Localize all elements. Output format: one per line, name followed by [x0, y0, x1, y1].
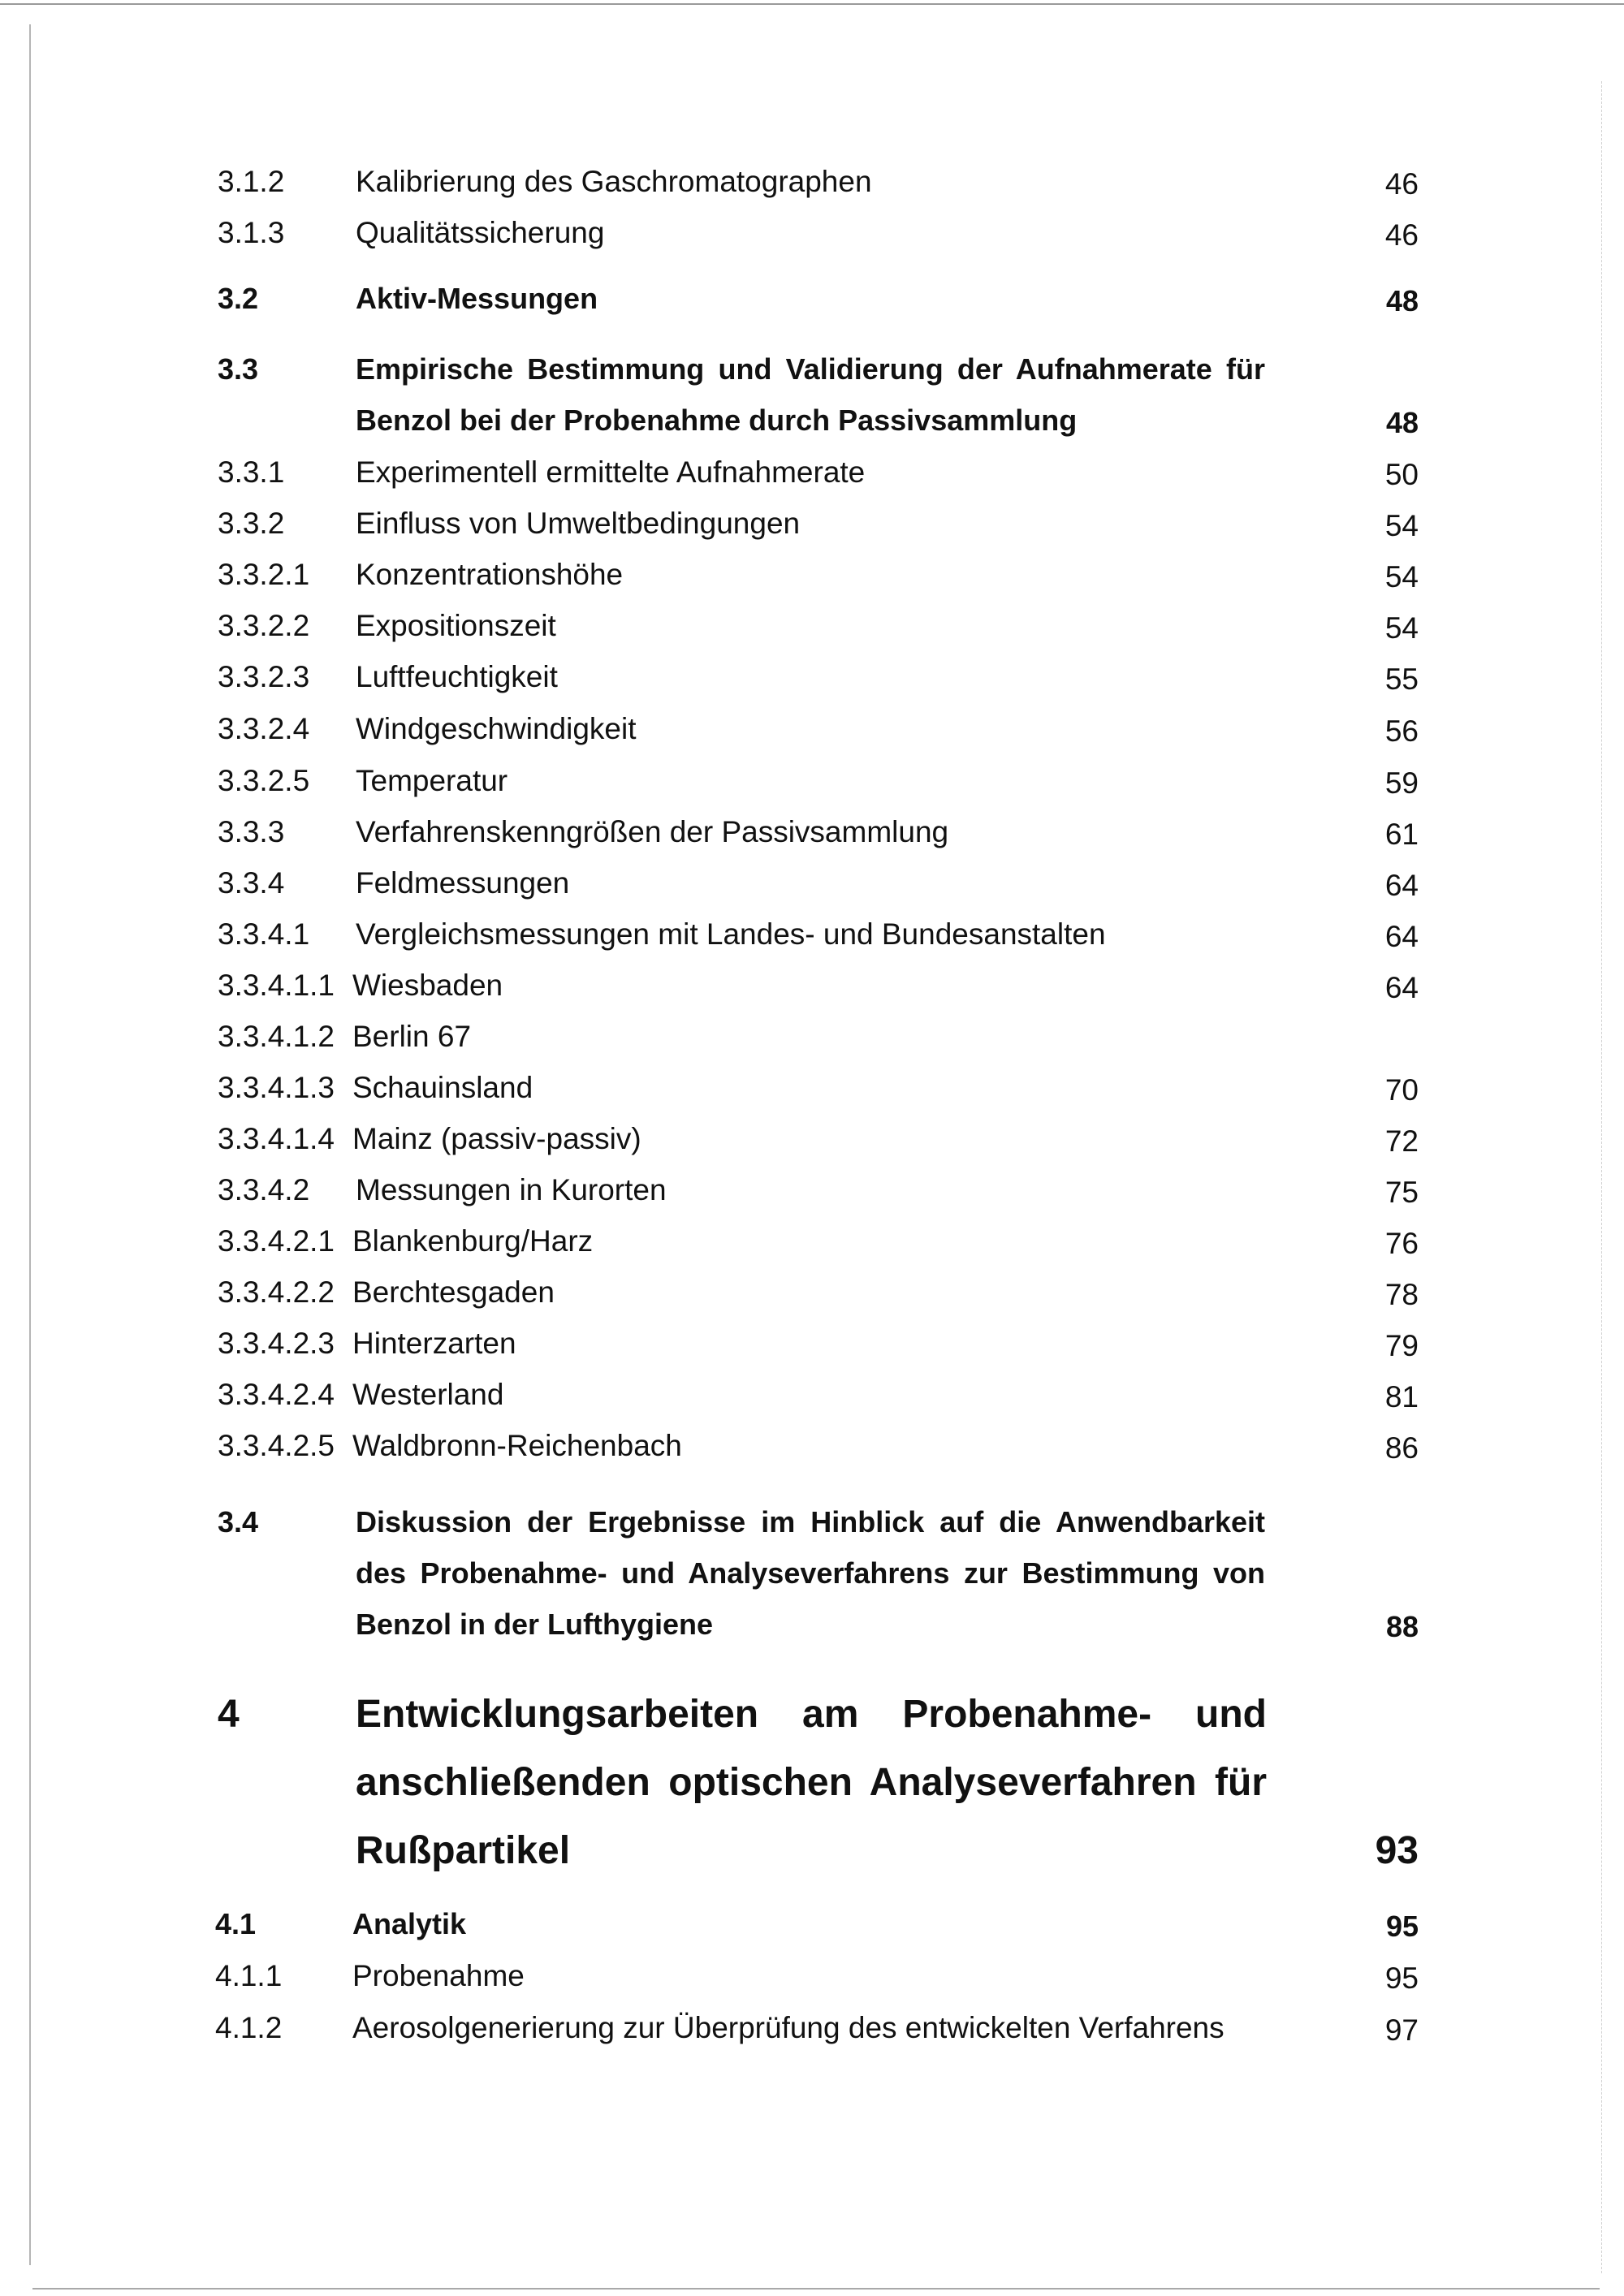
- toc-entry-number: 3.3.4.1.1: [218, 969, 335, 1002]
- toc-entry-title: Waldbronn-Reichenbach: [352, 1429, 682, 1462]
- toc-entry-title: Westerland: [352, 1378, 504, 1411]
- toc-chapter-title: Entwicklungsarbeiten am Probenahme- und anschließenden optischen Analyseverfahren für Rußpartikel: [356, 1693, 1267, 1872]
- toc-entry-page: 64: [1384, 869, 1419, 902]
- toc-entry-title: Berlin 67: [352, 1020, 472, 1053]
- toc-entry-number: 3.3.4.1: [218, 917, 310, 951]
- toc-entry-number: 3.3.2.5: [218, 764, 310, 797]
- toc-entry-page: 46: [1384, 167, 1419, 201]
- toc-entry-number: 3.3.4.1.3: [218, 1071, 335, 1104]
- toc-entry-number: 4.1: [215, 1907, 257, 1940]
- toc-entry-number: 3.1.2: [218, 165, 285, 198]
- toc-entry-title: Blankenburg/Harz: [352, 1224, 594, 1258]
- toc-entry-number: 3.3.2.4: [218, 712, 310, 745]
- toc-entry-number: 3.3.4.2.2: [218, 1275, 335, 1309]
- toc-entry-title: Temperatur: [356, 764, 508, 797]
- toc-entry-number: 3.3.4.2: [218, 1173, 310, 1206]
- toc-entry-page: 97: [1384, 2013, 1419, 2047]
- toc-entry-number: 3.3.4.1.4: [218, 1122, 335, 1155]
- toc-entry-title: Diskussion der Ergebnisse im Hinblick auf die Anwendbarkeit des Probenahme- und Analyseverfahrens zur Bestimmung von Benzol in der Lufthygiene: [356, 1505, 1265, 1641]
- toc-entry-page: 54: [1384, 509, 1419, 542]
- toc-entry-number: 3.3.3: [218, 815, 285, 848]
- toc-entry-title: Messungen in Kurorten: [356, 1173, 667, 1206]
- toc-entry-title: Vergleichsmessungen mit Landes- und Bundesanstalten: [356, 917, 1106, 951]
- toc-entry-number: 3.3.4: [218, 866, 285, 900]
- toc-entry-number: 3.3.4.2.1: [218, 1224, 335, 1258]
- toc-entry-page: 70: [1384, 1073, 1419, 1107]
- toc-entry-page: 78: [1384, 1278, 1419, 1311]
- toc-entry-title: Feldmessungen: [356, 866, 570, 900]
- toc-entry-page: 88: [1385, 1610, 1419, 1643]
- toc-entry-title: Mainz (passiv-passiv): [352, 1122, 641, 1155]
- toc-entry-number: 3.3.2: [218, 507, 285, 540]
- toc-entry-number: 4.1.1: [215, 1959, 283, 1992]
- toc-entry-page: 75: [1384, 1176, 1419, 1209]
- toc-entry-number: 3.2: [218, 282, 259, 315]
- toc-entry-page: 72: [1384, 1124, 1419, 1158]
- toc-entry-title: Experimentell ermittelte Aufnahmerate: [356, 455, 866, 489]
- toc-entry-page: 50: [1384, 458, 1419, 491]
- toc-entry-title: Schauinsland: [352, 1071, 533, 1104]
- toc-entry-number: 3.3.2.2: [218, 609, 310, 642]
- toc-entry-number: 3.3: [218, 352, 259, 386]
- toc-entry-title: Luftfeuchtigkeit: [356, 660, 558, 693]
- toc-entry-title: Empirische Bestimmung und Validierung der Aufnahmerate für Benzol bei der Probenahme durch Passivsammlung: [356, 352, 1265, 437]
- toc-entry-page: 81: [1384, 1380, 1419, 1413]
- toc-entry-number: 3.3.4.1.2: [218, 1020, 335, 1053]
- toc-entry-number: 3.4: [218, 1505, 259, 1539]
- toc-entry-number: 3.1.3: [218, 216, 285, 249]
- toc-entry-title: Einfluss von Umweltbedingungen: [356, 507, 801, 540]
- toc-entry-page: 86: [1384, 1431, 1419, 1465]
- toc-entry-page: 95: [1384, 1962, 1419, 1995]
- toc-entry-page: 46: [1384, 218, 1419, 252]
- toc-entry-number: 4.1.2: [215, 2011, 283, 2044]
- toc-entry-title: Expositionszeit: [356, 609, 556, 642]
- toc-chapter-number: 4: [218, 1693, 240, 1736]
- toc-entry-page: 95: [1385, 1910, 1419, 1943]
- toc-entry-page: 64: [1384, 971, 1419, 1004]
- toc-entry-title: Probenahme: [352, 1959, 525, 1992]
- toc-entry-title: Aerosolgenerierung zur Überprüfung des entwickelten Verfahrens: [352, 2011, 1224, 2044]
- toc-entry-page: 59: [1384, 766, 1419, 800]
- toc-entry-page: 48: [1385, 406, 1419, 439]
- toc-entry-page: 61: [1384, 818, 1419, 851]
- toc-entry-page: 56: [1384, 714, 1419, 748]
- toc-entry-page: 54: [1384, 611, 1419, 645]
- toc-entry-number: 3.3.4.2.3: [218, 1327, 335, 1360]
- toc-entry-title: Berchtesgaden: [352, 1275, 555, 1309]
- toc-entry-title: Qualitätssicherung: [356, 216, 605, 249]
- toc-entry-title: Aktiv-Messungen: [356, 282, 598, 315]
- toc-entry-page: 48: [1385, 284, 1419, 317]
- toc-entry-title: Hinterzarten: [352, 1327, 516, 1360]
- toc-entry-page: 55: [1384, 662, 1419, 696]
- toc-entry-title: Konzentrationshöhe: [356, 558, 624, 591]
- toc-entry-page: 64: [1384, 920, 1419, 953]
- toc-entry-number: 3.3.4.2.5: [218, 1429, 335, 1462]
- toc-entry-number: 3.3.2.3: [218, 660, 310, 693]
- toc-entry-title: Wiesbaden: [352, 969, 503, 1002]
- toc-entry-number: 3.3.1: [218, 455, 285, 489]
- toc-entry-number: 3.3.2.1: [218, 558, 310, 591]
- toc-entry-title: Kalibrierung des Gaschromatographen: [356, 165, 872, 198]
- toc-entry-title: Analytik: [352, 1907, 467, 1940]
- toc-entry-page: 79: [1384, 1329, 1419, 1362]
- toc-entry-page: 54: [1384, 560, 1419, 593]
- toc-entry-title: Windgeschwindigkeit: [356, 712, 637, 745]
- toc-entry-number: 3.3.4.2.4: [218, 1378, 335, 1411]
- toc-chapter-page: 93: [1375, 1829, 1419, 1872]
- toc-entry-page: 76: [1384, 1227, 1419, 1260]
- toc-entry-title: Verfahrenskenngrößen der Passivsammlung: [356, 815, 949, 848]
